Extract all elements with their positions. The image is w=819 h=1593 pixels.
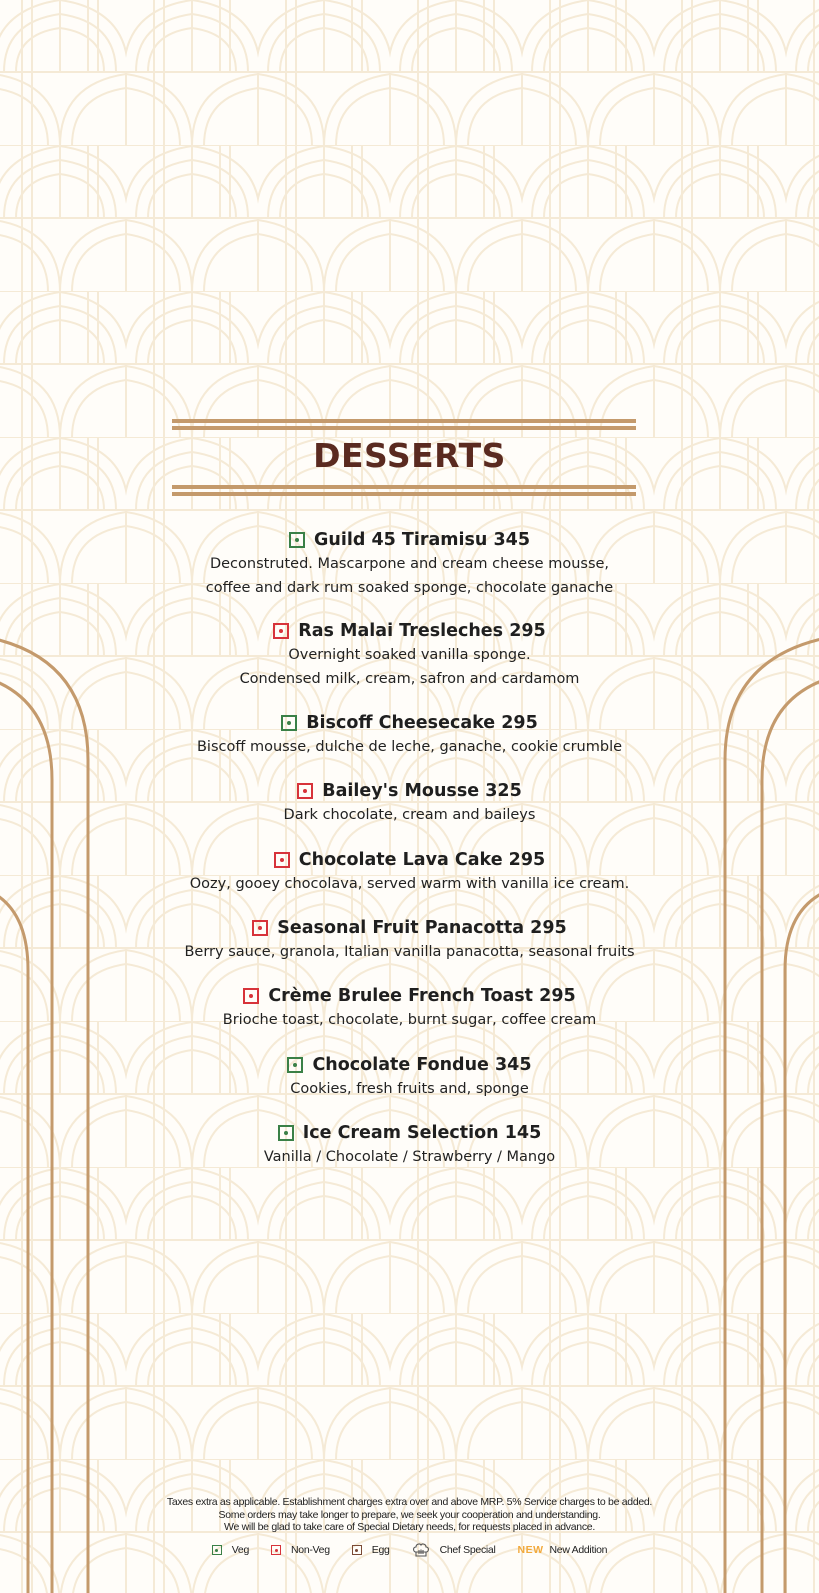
- non-veg-icon: [243, 988, 259, 1004]
- menu-item: [0, 529, 819, 600]
- chef-hat-icon: [412, 1542, 430, 1558]
- legend-veg: [212, 1544, 249, 1556]
- menu-item: [0, 849, 819, 896]
- legend-label: New Addition: [549, 1544, 608, 1556]
- title-rule-bottom-2: [172, 492, 636, 496]
- veg-icon: [278, 1125, 294, 1141]
- item-description: Dark chocolate, cream and baileys: [283, 807, 536, 823]
- non-veg-icon: [252, 920, 268, 936]
- item-description: Overnight soaked vanilla sponge.: [288, 647, 531, 663]
- footer-notes: [0, 1496, 819, 1534]
- item-name: Ice Cream Selection 145: [302, 1123, 542, 1143]
- item-name: Bailey's Mousse 325: [322, 781, 522, 801]
- item-description: Biscoff mousse, dulche de leche, ganache, cookie crumble: [196, 739, 623, 755]
- legend-label: Chef Special: [439, 1544, 496, 1556]
- menu-item: [0, 712, 819, 759]
- menu-item: [0, 985, 819, 1032]
- title-rule-top-2: [172, 426, 636, 430]
- new-tag: NEW: [517, 1544, 544, 1556]
- item-description: coffee and dark rum soaked sponge, chocolate ganache: [205, 580, 614, 596]
- item-name: Guild 45 Tiramisu 345: [314, 530, 530, 550]
- legend-label: Egg: [371, 1544, 390, 1556]
- legend-non-veg: [271, 1544, 330, 1556]
- item-description: Cookies, fresh fruits and, sponge: [290, 1081, 529, 1097]
- item-description: Brioche toast, chocolate, burnt sugar, coffee cream: [222, 1012, 597, 1028]
- item-description: Vanilla / Chocolate / Strawberry / Mango: [263, 1149, 556, 1165]
- veg-icon: [289, 532, 305, 548]
- non-veg-icon: [273, 623, 289, 639]
- item-name: Biscoff Cheesecake 295: [306, 713, 538, 733]
- non-veg-icon: [274, 852, 290, 868]
- item-name: Ras Malai Tresleches 295: [298, 621, 546, 641]
- item-description: Berry sauce, granola, Italian vanilla panacotta, seasonal fruits: [184, 944, 635, 960]
- footer-line: Some orders may take longer to prepare, we seek your cooperation and understanding.: [218, 1508, 601, 1521]
- item-name: Chocolate Lava Cake 295: [298, 850, 546, 870]
- menu-item: [0, 917, 819, 964]
- veg-icon: [212, 1545, 222, 1555]
- section-title: DESSERTS: [313, 436, 506, 475]
- legend-label: Non-Veg: [291, 1544, 330, 1556]
- item-name: Chocolate Fondue 345: [312, 1055, 532, 1075]
- veg-icon: [287, 1057, 303, 1073]
- item-description: Oozy, gooey chocolava, served warm with vanilla ice cream.: [189, 876, 630, 892]
- title-rule-bottom-1: [172, 485, 636, 489]
- menu-item: [0, 780, 819, 827]
- item-name: Seasonal Fruit Panacotta 295: [277, 918, 567, 938]
- legend-chef-special: [412, 1542, 496, 1558]
- footer-line: We will be glad to take care of Special Dietary needs, for requests placed in advance.: [224, 1521, 595, 1533]
- veg-icon: [281, 715, 297, 731]
- non-veg-icon: [297, 783, 313, 799]
- non-veg-icon: [271, 1545, 281, 1555]
- footer-line: Taxes extra as applicable. Establishment charges extra over and above MRP. 5% Service charges to be added.: [166, 1496, 653, 1508]
- legend-label: Veg: [231, 1544, 249, 1556]
- menu-item: [0, 1122, 819, 1169]
- item-name: Crème Brulee French Toast 295: [268, 986, 576, 1006]
- legend-new-addition: [518, 1544, 608, 1556]
- legend-egg: [352, 1544, 390, 1556]
- menu-item: [0, 620, 819, 691]
- item-description: Condensed milk, cream, safron and cardamom: [239, 671, 580, 687]
- menu-item: [0, 1054, 819, 1101]
- dietary-legend: [0, 1542, 819, 1558]
- egg-icon: [352, 1545, 362, 1555]
- title-rule-top-1: [172, 419, 636, 423]
- item-description: Deconstruted. Mascarpone and cream cheese mousse,: [209, 556, 610, 572]
